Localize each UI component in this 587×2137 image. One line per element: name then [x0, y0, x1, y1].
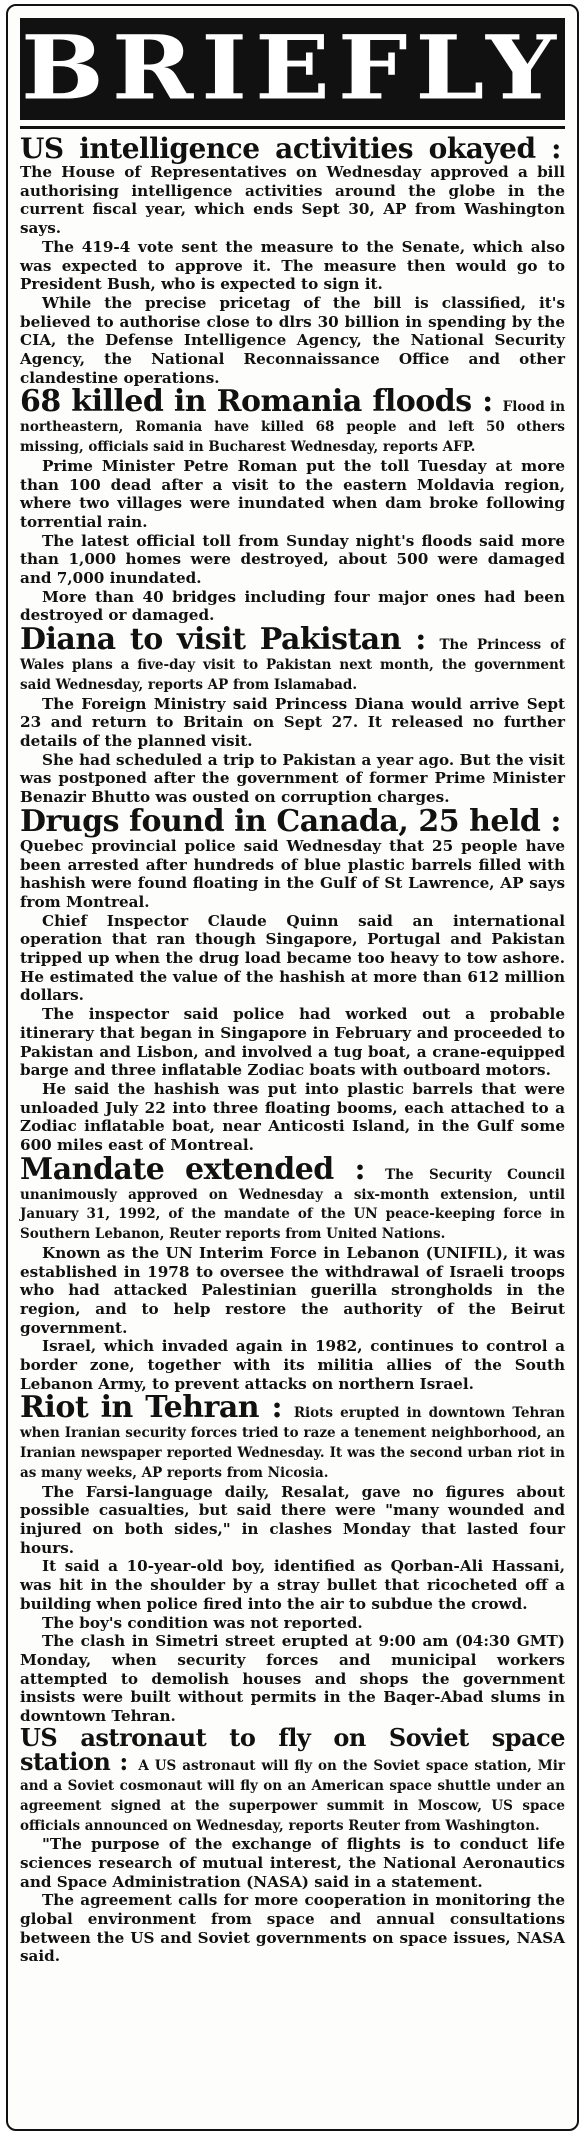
story-lead-paragraph: [20, 803, 565, 912]
story-lead-paragraph: [20, 1722, 565, 1836]
story-paragraph: More than 40 bridges including four major ones had been destroyed or damaged.: [20, 587, 565, 625]
story-paragraph: The inspector said police had worked out a probable itinerary that began in Singapore in February and proceeded to Pakistan and Lisbon, and involved a tug boat, a crane-equipped barge and three inflatable Zodiac boats with outboard motors.: [20, 1005, 565, 1080]
story-lead-text: The Princess of Wales plans a five-day visit to Pakistan next month, the government said Wednesday, reports AP from Islamabad.: [20, 637, 565, 693]
story-lead-text: The Security Council unanimously approved on Wednesday a six-month extension, until January 31, 1992, of the mandate of the UN peace-keeping force in Southern Lebanon, Reuter reports from United Nations.: [20, 1166, 565, 1243]
story-headline: US astronaut to fly on Soviet space station :: [20, 1722, 565, 1777]
story-headline: Mandate extended :: [20, 1151, 366, 1187]
story-paragraph: The boy's condition was not reported.: [42, 1613, 363, 1632]
story-lead-text: Riots erupted in downtown Tehran when Iranian security forces tried to raze a tenement neighborhood, an Iranian newspaper reported Wednesday. It was the second urban riot in as many weeks, AP reports from Nicosia.: [20, 1405, 565, 1481]
story-paragraph: The latest official toll from Sunday night's floods said more than 1,000 homes were destroyed, about 500 were damaged and 7,000 inundated.: [20, 531, 565, 588]
story-paragraph: Israel, which invaded again in 1982, continues to control a border zone, together with its militia allies of the South Lebanon Army, to prevent attacks on northern Israel.: [20, 1337, 565, 1393]
story-paragraph: The agreement calls for more cooperation in monitoring the global environment from space and annual consultations between the US and Soviet governments on space issues, NASA said.: [20, 1891, 565, 1966]
story-lead-paragraph: [20, 384, 566, 456]
story-lead-text: A US astronaut will fly on the Soviet space station, Mir and a Soviet cosmonaut will fly on an American space shuttle under an agreement signed at the superpower summit in Moscow, US space officials announced on Wednesday, reports Reuter from Washington.: [20, 1758, 565, 1834]
story-headline: Drugs found in Canada, 25 held :: [20, 803, 561, 839]
story-paragraph: The Foreign Ministry said Princess Diana would arrive Sept 23 and return to Britain on Sept 27. It released no further details of the planned visit.: [20, 694, 565, 750]
story-lead-paragraph: [20, 132, 565, 238]
story-paragraph: The House of Representatives on Wednesday approved a bill authorising intelligence activities around the globe in the current fiscal year, which ends Sept 30, AP from Washington says.: [20, 163, 565, 238]
stories-column: [8, 132, 577, 1966]
story-paragraph: Prime Minister Petre Roman put the toll Tuesday at more than 100 dead after a visit to the eastern Moldavia region, where two villages were inundated when dam broke following torrential rain.: [20, 456, 565, 531]
story-paragraph: He said the hashish was put into plastic barrels that were unloaded July 22 into three floating booms, each attached to a Zodiac inflatable boat, near Anticosti Island, in the Gulf some 600 miles east of Montreal.: [20, 1079, 565, 1155]
story-us-astronaut: [20, 1722, 565, 1966]
story-paragraph: While the precise pricetag of the bill is classified, it's believed to authorise close to dlrs 30 billion in spending by the CIA, the Defense Intelligence Agency, the National Security Agency, the National Reconnaissance Office and other clandestine operations.: [20, 293, 565, 387]
story-paragraph: Known as the UN Interim Force in Lebanon (UNIFIL), it was established in 1978 to oversee the withdrawal of Israeli troops who had attacked Palestinian guerilla strongholds in the region, and to help restore the authority of the Beirut government.: [20, 1243, 565, 1337]
story-us-intelligence: [20, 132, 565, 387]
story-romania-floods: [20, 384, 566, 625]
story-paragraph: The Farsi-language daily, Resalat, gave no figures about possible casualties, but said there were "many wounded and injured on both sides," in clashes Monday that lasted four hours.: [20, 1482, 565, 1557]
story-paragraph: Quebec provincial police said Wednesday that 25 people have been arrested after hundreds of blue plastic barrels filled with hashish were found floating in the Gulf of St Lawrence, AP says from Montreal.: [20, 836, 565, 911]
story-diana-pakistan: [20, 622, 565, 807]
story-riot-tehran: [20, 1390, 565, 1726]
newspaper-clipping: [6, 4, 579, 2131]
story-lead-paragraph: [20, 1390, 565, 1482]
masthead-rule: [20, 126, 565, 129]
masthead-banner: [20, 18, 565, 120]
story-paragraph: It said a 10-year-old boy, identified as Qorban-Ali Hassani, was hit in the shoulder by a stray bullet that ricocheted off a building when police fired into the air to subdue the crowd.: [20, 1557, 565, 1613]
story-mandate-extended: [20, 1151, 565, 1394]
story-headline: 68 killed in Romania floods :: [20, 384, 493, 420]
story-paragraph: Chief Inspector Claude Quinn said an international operation that ran though Singapore, Portugal and Pakistan tripped up when the drug load became too heavy to tow ashore. He estimated the value of the hashish at more than 612 million dollars.: [20, 911, 565, 1005]
story-lead-paragraph: [20, 622, 565, 694]
story-lead-paragraph: [20, 1151, 565, 1244]
story-paragraph: "The purpose of the exchange of flights is to conduct life sciences research of mutual interest, the National Aeronautics and Space Administration (NASA) said in a statement.: [20, 1835, 565, 1891]
story-headline: Riot in Tehran :: [20, 1390, 283, 1426]
story-paragraph: She had scheduled a trip to Pakistan a year ago. But the visit was postponed after the government of former Prime Minister Benazir Bhutto was ousted on corruption charges.: [20, 750, 565, 807]
masthead-title: BRIEFLY: [21, 16, 564, 121]
story-headline: US intelligence activities okayed :: [20, 132, 561, 165]
story-paragraph: The 419-4 vote sent the measure to the Senate, which also was expected to approve it. The measure then would go to President Bush, who is expected to sign it.: [20, 237, 565, 294]
story-lead-text: Flood in northeastern, Romania have killed 68 people and left 50 others missing, officials said in Bucharest Wednesday, reports AFP.: [20, 399, 566, 456]
story-headline: Diana to visit Pakistan :: [20, 622, 426, 658]
story-paragraph: The clash in Simetri street erupted at 9:00 am (04:30 GMT) Monday, when security forces and municipal workers attempted to demolish houses and shops the government insists were built without permits in the Baqer-Abad slums in downtown Tehran.: [20, 1632, 565, 1726]
story-drugs-canada: [20, 803, 565, 1155]
